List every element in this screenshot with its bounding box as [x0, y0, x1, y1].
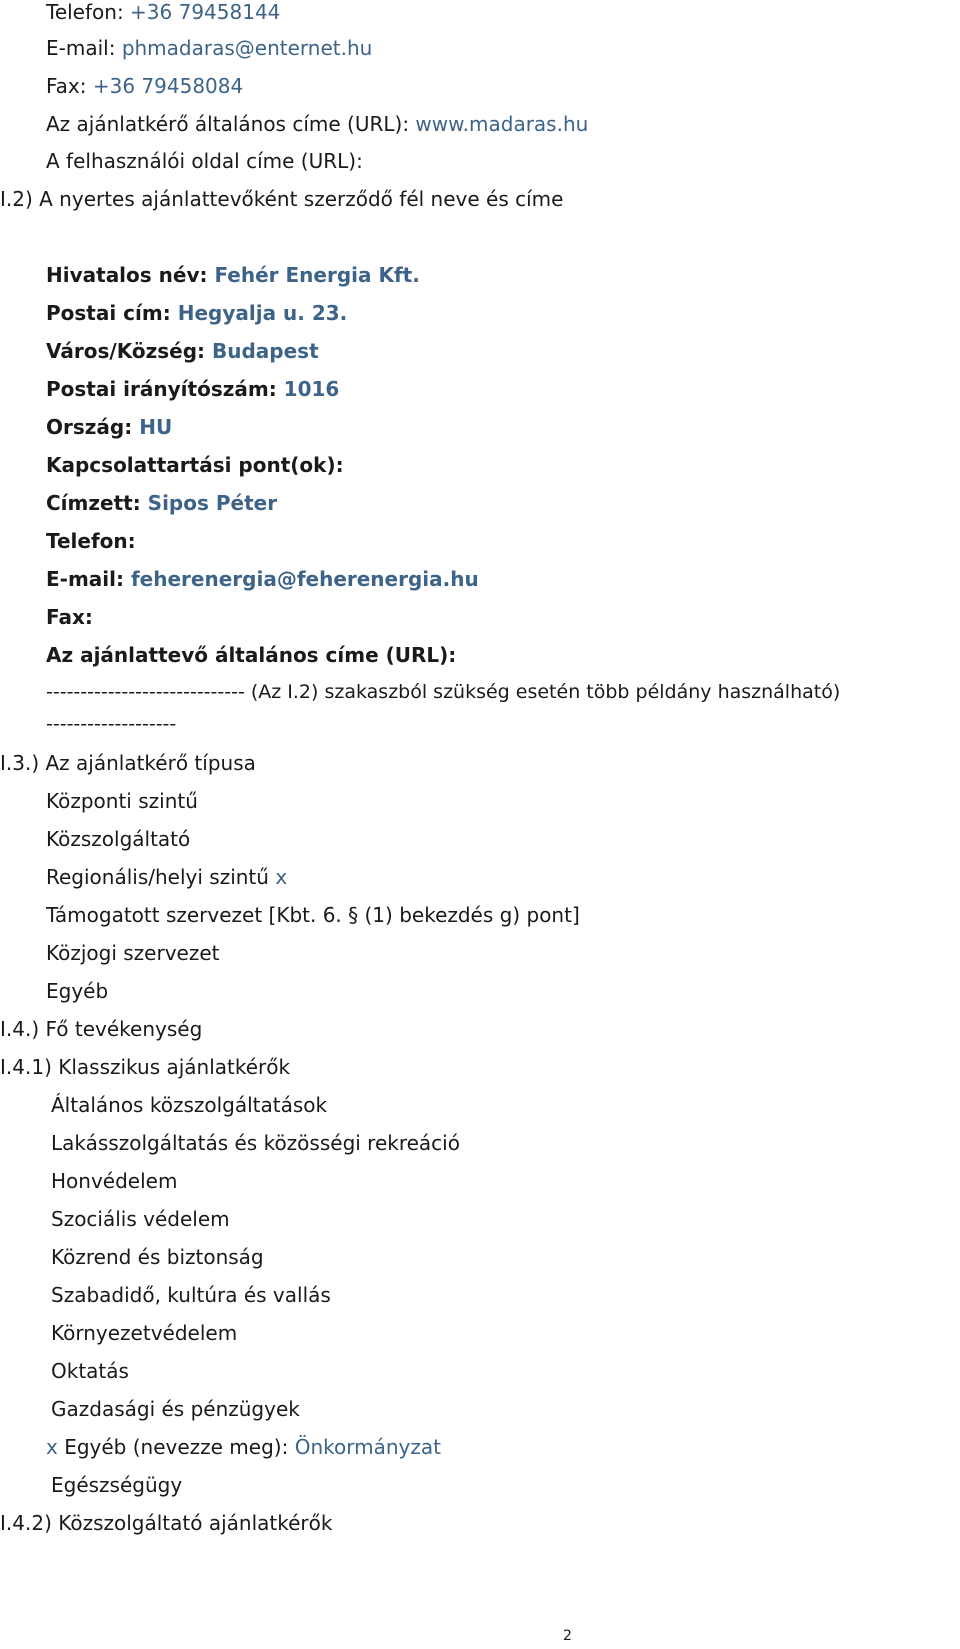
- winner-email-label: E-mail:: [46, 567, 125, 591]
- email-label: E-mail:: [46, 36, 116, 60]
- country-value: HU: [139, 415, 173, 439]
- activity-item-general: Általános közszolgáltatások: [51, 1093, 328, 1117]
- zip-line: [46, 377, 339, 401]
- postal-label: Postai cím:: [46, 301, 171, 325]
- postal-value: Hegyalja u. 23.: [177, 301, 348, 325]
- winner-fax-line: [46, 605, 93, 629]
- winner-url-line: [46, 643, 456, 667]
- section-1-4-2-heading: I.4.2) Közszolgáltató ajánlatkérők: [0, 1511, 333, 1535]
- separator-line-1: ----------------------------- (Az I.2) szakaszból szükség esetén több példány használható): [46, 681, 841, 703]
- type-item-regional: [46, 865, 287, 889]
- zip-label: Postai irányítószám:: [46, 377, 277, 401]
- contact-points-line: [46, 453, 344, 477]
- phone-label: Telefon:: [46, 529, 136, 553]
- recipient-label: Címzett:: [46, 491, 141, 515]
- activity-item-environment: Környezetvédelem: [51, 1321, 238, 1345]
- section-1-4-1-heading: I.4.1) Klasszikus ajánlatkérők: [0, 1055, 291, 1079]
- winner-email-line: [46, 567, 479, 591]
- type-item-public-law: Közjogi szervezet: [46, 941, 220, 965]
- type-item-regional-label: Regionális/helyi szintű: [46, 865, 269, 889]
- user-url-label: A felhasználói oldal címe (URL):: [46, 149, 363, 173]
- email-line: [46, 36, 372, 60]
- type-item-central: Központi szintű: [46, 789, 198, 813]
- section-1-2-heading: I.2) A nyertes ajánlattevőként szerződő fél neve és címe: [0, 187, 564, 211]
- activity-item-order: Közrend és biztonság: [51, 1245, 264, 1269]
- activity-item-health: Egészségügy: [51, 1473, 183, 1497]
- telefon-line: [46, 0, 280, 24]
- official-name-value: Fehér Energia Kft.: [214, 263, 420, 287]
- section-1-4-heading: I.4.) Fő tevékenység: [0, 1017, 203, 1041]
- type-item-supported: Támogatott szervezet [Kbt. 6. § (1) bekezdés g) pont]: [46, 903, 580, 927]
- recipient-value: Sipos Péter: [147, 491, 278, 515]
- winner-url-label: Az ajánlattevő általános címe (URL):: [46, 643, 457, 667]
- activity-item-defence: Honvédelem: [51, 1169, 178, 1193]
- country-line: [46, 415, 172, 439]
- zip-value: 1016: [283, 377, 340, 401]
- contact-points-label: Kapcsolattartási pont(ok):: [46, 453, 344, 477]
- fax-line: [46, 74, 243, 98]
- city-value: Budapest: [211, 339, 319, 363]
- fax-value: +36 79458084: [92, 74, 244, 98]
- activity-item-housing: Lakásszolgáltatás és közösségi rekreáció: [51, 1131, 460, 1155]
- official-name-label: Hivatalos név:: [46, 263, 208, 287]
- activity-item-economy: Gazdasági és pénzügyek: [51, 1397, 300, 1421]
- email-value: phmadaras@enternet.hu: [121, 36, 373, 60]
- section-1-3-heading: I.3.) Az ajánlatkérő típusa: [0, 751, 256, 775]
- url-value: www.madaras.hu: [415, 112, 589, 136]
- telefon-value: +36 79458144: [130, 0, 281, 24]
- country-label: Ország:: [46, 415, 133, 439]
- activity-item-education: Oktatás: [51, 1359, 129, 1383]
- city-label: Város/Község:: [46, 339, 206, 363]
- activity-item-social: Szociális védelem: [51, 1207, 230, 1231]
- other-selected-mark: x: [46, 1435, 58, 1459]
- winner-email-value: feherenergia@feherenergia.hu: [130, 567, 479, 591]
- activity-item-culture: Szabadidő, kultúra és vallás: [51, 1283, 331, 1307]
- activity-item-other-label: Egyéb (nevezze meg):: [64, 1435, 289, 1459]
- fax-label: Fax:: [46, 74, 87, 98]
- recipient-line: [46, 491, 277, 515]
- official-name-line: [46, 263, 420, 287]
- type-item-utility: Közszolgáltató: [46, 827, 191, 851]
- phone-line: [46, 529, 136, 553]
- winner-fax-label: Fax:: [46, 605, 93, 629]
- user-url-line: [46, 149, 363, 173]
- city-line: [46, 339, 319, 363]
- url-label: Az ajánlatkérő általános címe (URL):: [46, 112, 410, 136]
- separator-line-2: -------------------: [46, 713, 177, 735]
- selected-mark: x: [275, 865, 288, 889]
- type-item-other: Egyéb: [46, 979, 109, 1003]
- telefon-label: Telefon:: [46, 0, 124, 24]
- url-line: [46, 112, 588, 136]
- postal-line: [46, 301, 347, 325]
- activity-item-other: [46, 1435, 441, 1459]
- page-number: 2: [563, 1628, 572, 1644]
- activity-item-other-value: Önkormányzat: [294, 1435, 441, 1459]
